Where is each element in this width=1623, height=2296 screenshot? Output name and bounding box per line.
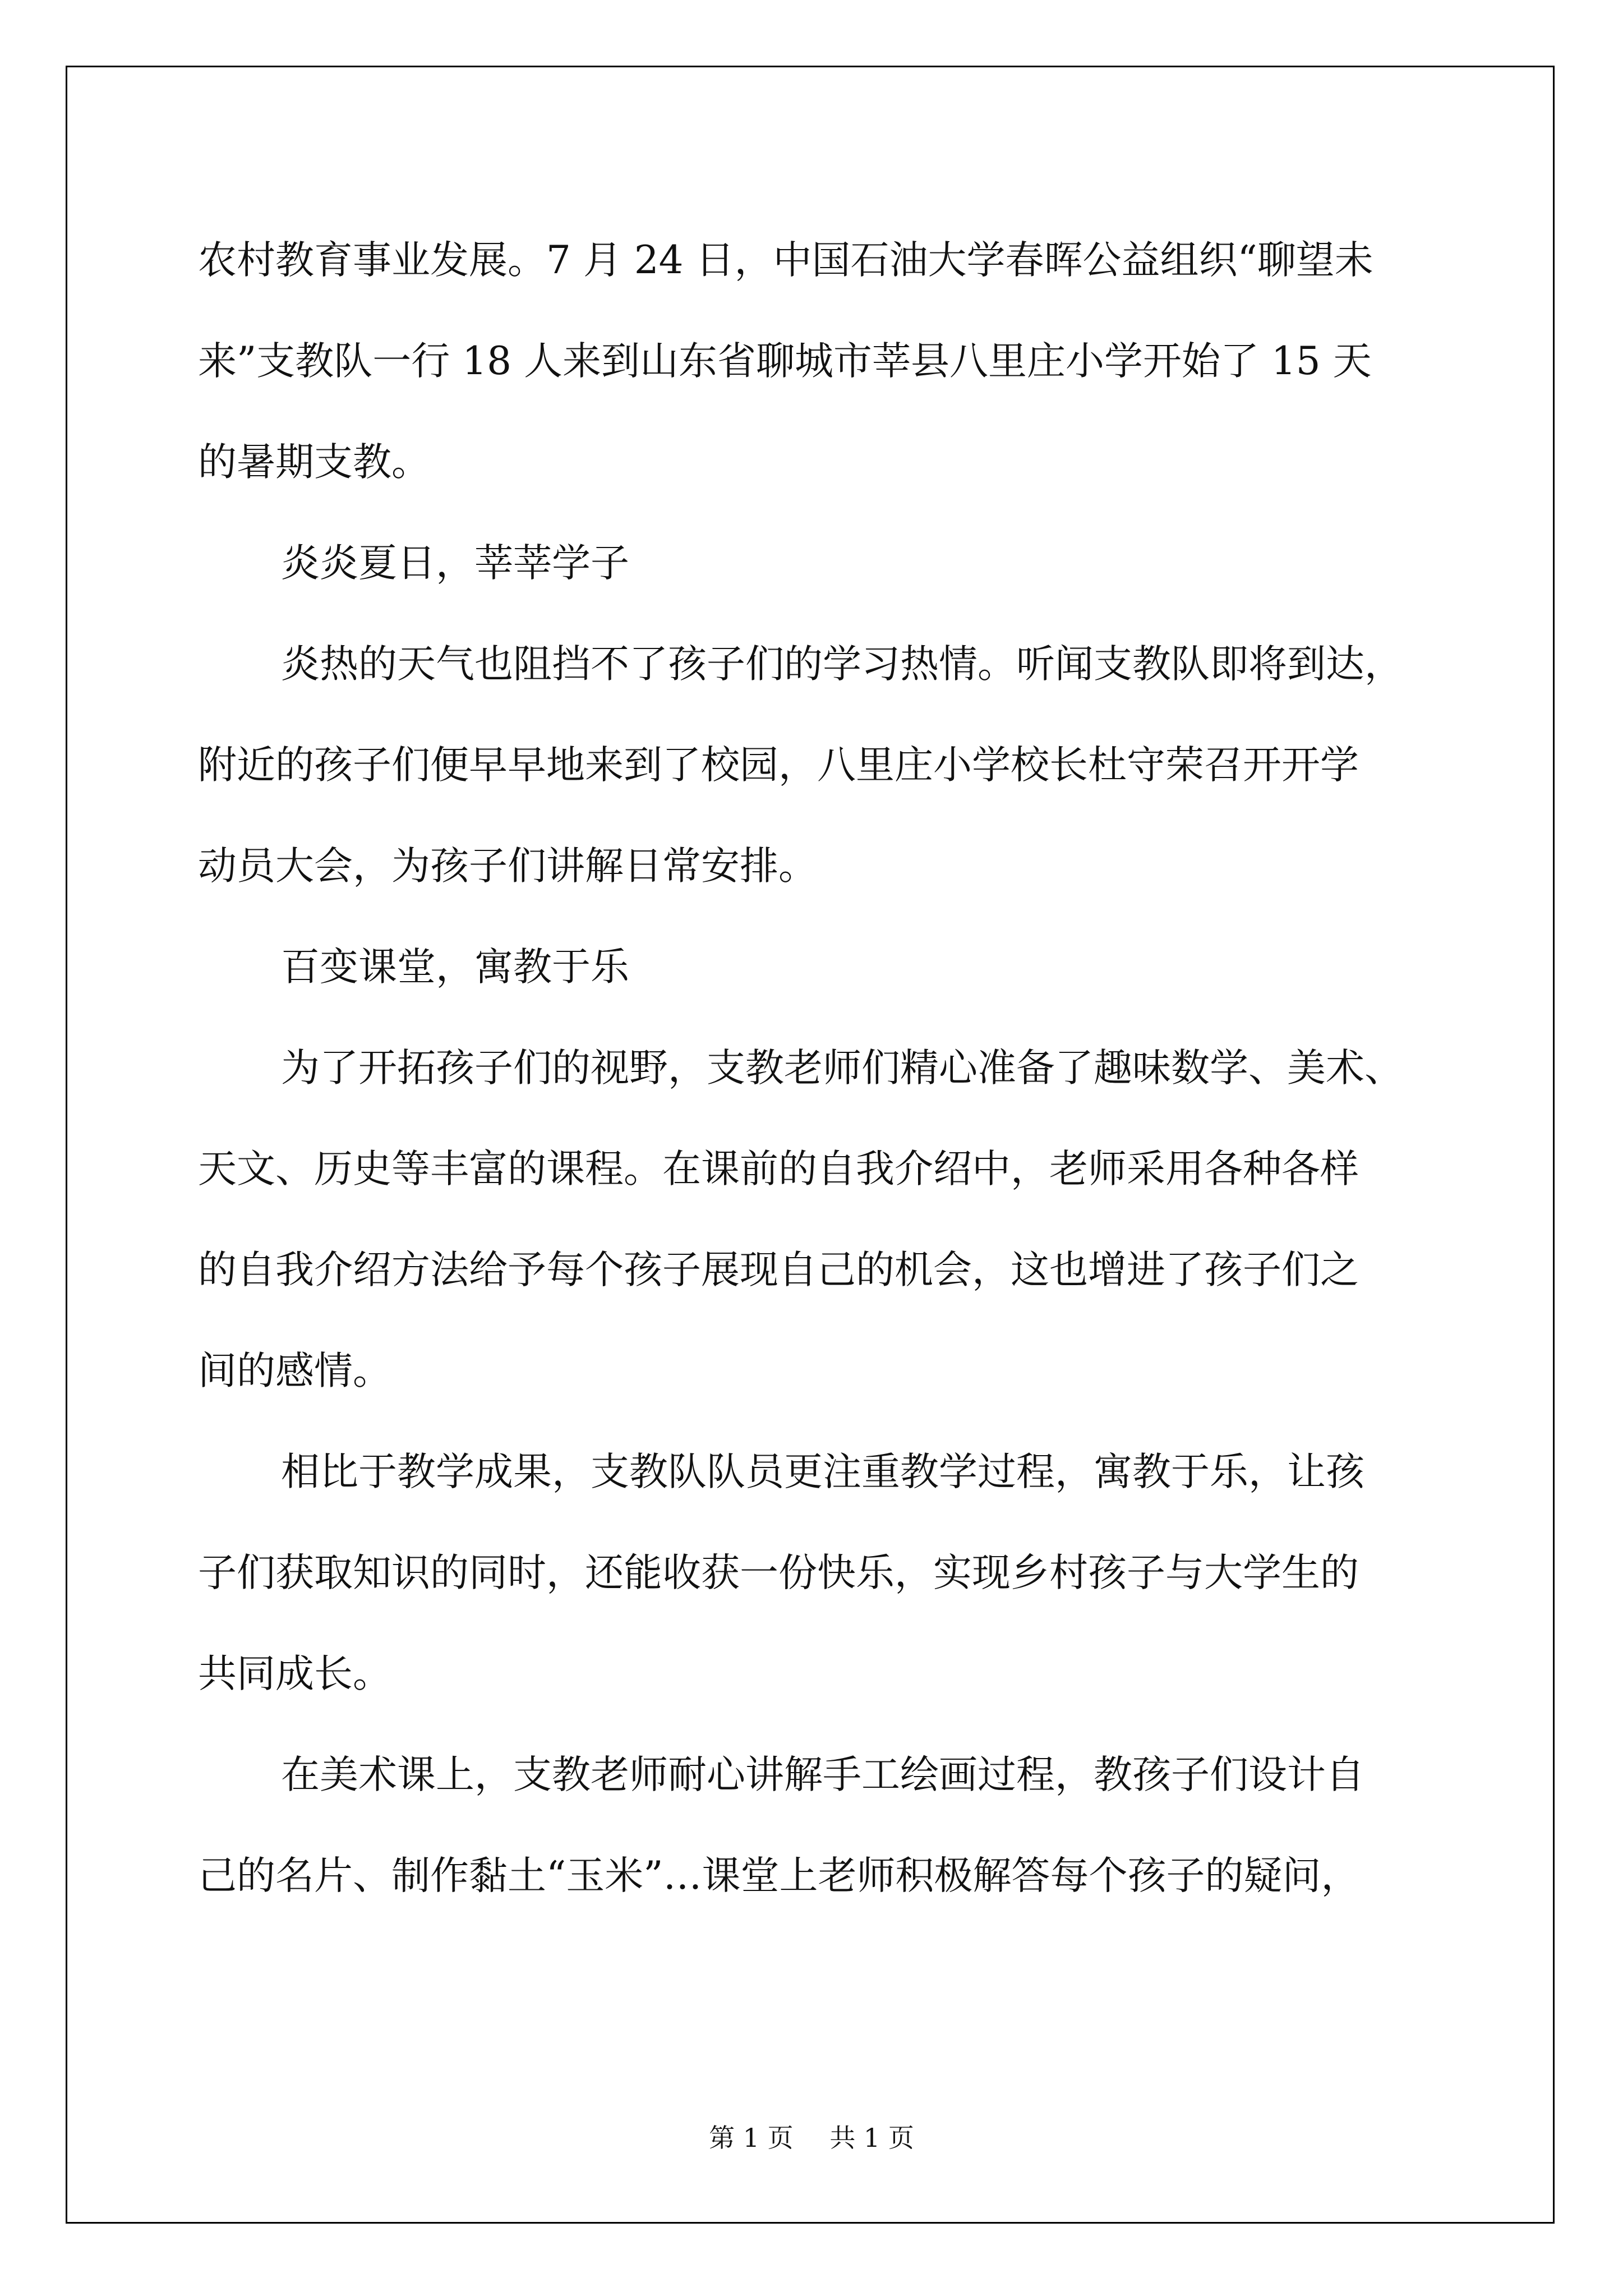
text-line: 相比于教学成果，支教队队员更注重教学过程，寓教于乐，让孩 [281, 1450, 1364, 1494]
text-line: 农村教育事业发展。7 月 24 日，中国石油大学春晖公益组织“聊望未 [198, 238, 1373, 283]
text-line: 炎热的天气也阻挡不了孩子们的学习热情。听闻支教队即将到达， [281, 642, 1403, 687]
text-line: 在美术课上，支教老师耐心讲解手工绘画过程，教孩子们设计自 [281, 1752, 1364, 1797]
text-line: 炎炎夏日，莘莘学子 [281, 541, 629, 586]
text-line: 子们获取知识的同时，还能收获一份快乐，实现乡村孩子与大学生的 [198, 1550, 1359, 1595]
text-line: 共同成长。 [198, 1651, 391, 1696]
document-body [198, 210, 1426, 1926]
text-line: 天文、历史等丰富的课程。在课前的自我介绍中，老师采用各种各样 [198, 1147, 1359, 1191]
text-line: 的暑期支教。 [198, 440, 430, 485]
text-line: 动员大会，为孩子们讲解日常安排。 [198, 844, 817, 889]
text-line: 己的名片、制作黏土“玉米”…课堂上老师积极解答每个孩子的疑问， [198, 1853, 1360, 1898]
text-line: 间的感情。 [198, 1349, 391, 1393]
text-line: 来”支教队一行 18 人来到山东省聊城市莘县八里庄小学开始了 15 天 [198, 339, 1372, 384]
page-number-current: 第 1 页 [709, 2123, 794, 2153]
text-line: 附近的孩子们便早早地来到了校园，八里庄小学校长杜守荣召开开学 [198, 743, 1359, 788]
page-number-total: 共 1 页 [829, 2123, 914, 2153]
text-line: 为了开拓孩子们的视野，支教老师们精心准备了趣味数学、美术、 [281, 1046, 1403, 1091]
page-footer [0, 2118, 1623, 2155]
text-line: 的自我介绍方法给予每个孩子展现自己的机会，这也增进了孩子们之 [198, 1248, 1359, 1292]
text-line: 百变课堂，寓教于乐 [281, 945, 629, 990]
